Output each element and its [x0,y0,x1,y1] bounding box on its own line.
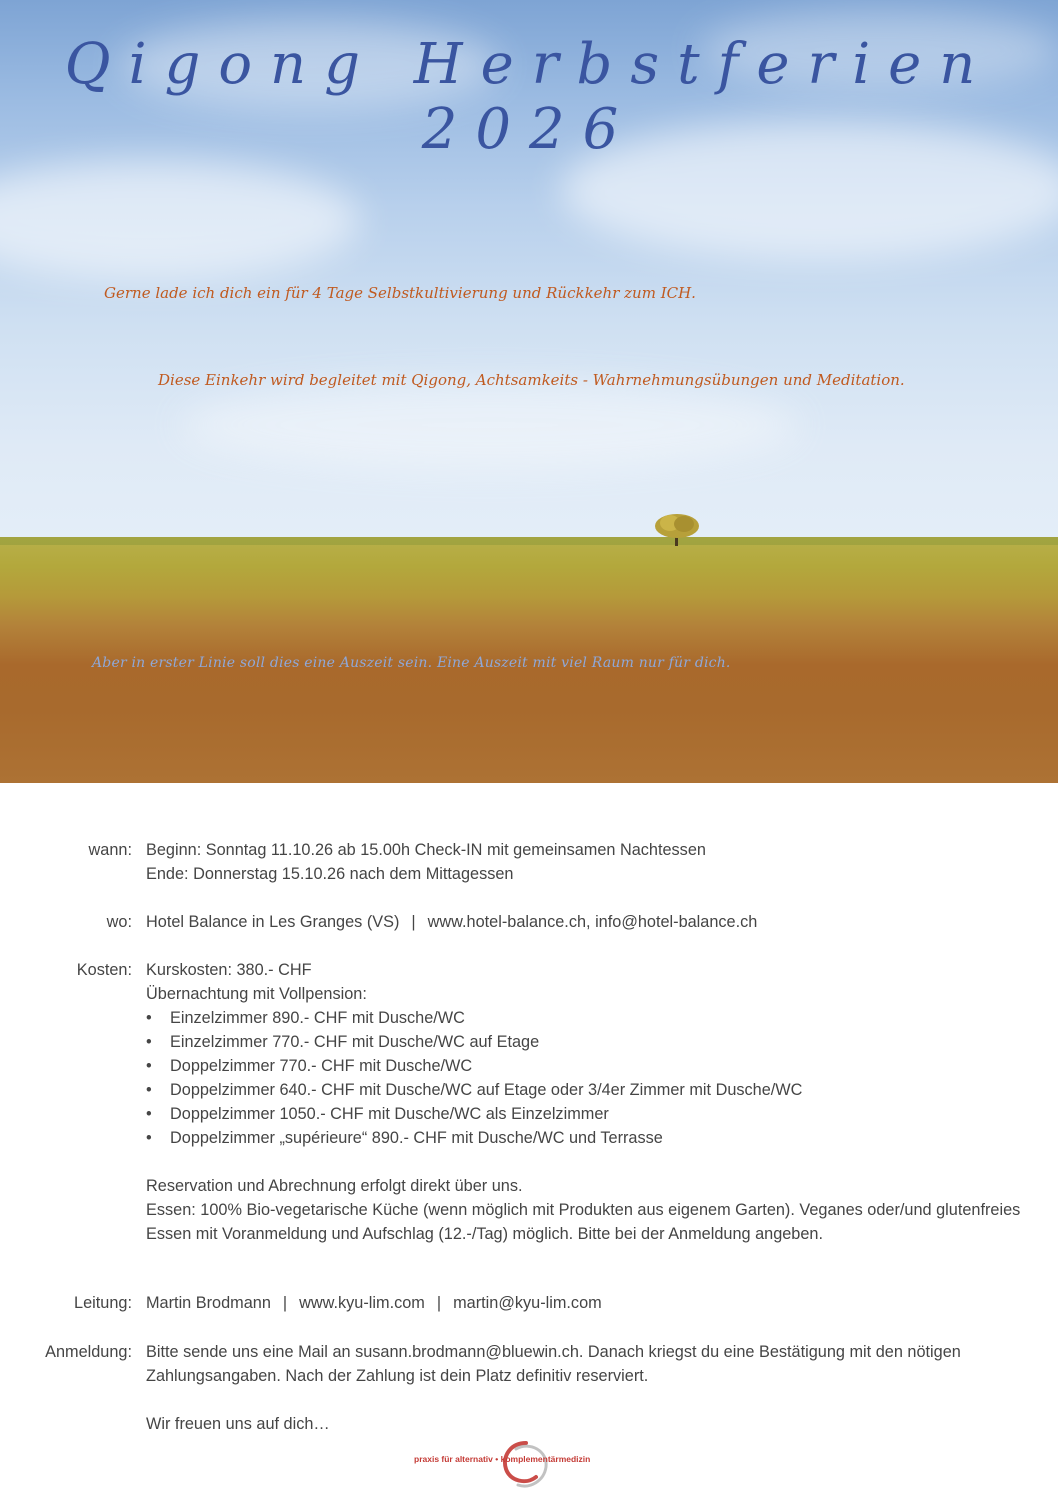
value-leitung [146,1291,1026,1315]
list-item: • Doppelzimmer „supérieure“ 890.- CHF mit Dusche/WC und Terrasse [146,1126,1026,1150]
leader-website[interactable]: www.kyu-lim.com [299,1294,425,1312]
food-note: Essen: 100% Bio-vegetarische Küche (wenn möglich mit Produkten aus eigenem Garten). Veganes oder/und glutenfreies Essen mit Voranmeldung und Aufschlag (12.-/Tag) möglich. Bitte bei der Anmeldung angeben. [146,1201,1021,1243]
closing-line: Wir freuen uns auf dich… [146,1415,330,1433]
intro-line-1: Gerne lade ich dich ein für 4 Tage Selbstkultivierung und Rückkehr zum ICH. [104,284,696,302]
label-wann: wann: [88,841,132,859]
logo-text: praxis für alternativ • komplementärmedizin [414,1454,591,1464]
label-leitung: Leitung: [74,1294,132,1312]
kurskosten: Kurskosten: 380.- CHF [146,961,312,979]
separator: | [436,1294,442,1312]
registration-text: Bitte sende uns eine Mail an susann.brodmann@bluewin.ch. Danach kriegst du eine Bestätigung mit den nötigen Zahlungsangaben. Nach der Zahlung ist dein Platz definitiv reserviert. [146,1343,961,1385]
uebernachtung-heading: Übernachtung mit Vollpension: [146,985,367,1003]
list-item: • Doppelzimmer 1050.- CHF mit Dusche/WC als Einzelzimmer [146,1102,1026,1126]
leader-email[interactable]: martin@kyu-lim.com [453,1294,602,1312]
label-anmeldung: Anmeldung: [45,1343,132,1361]
value-kosten [146,958,1026,1246]
hotel-name: Hotel Balance in Les Granges (VS) [146,913,400,931]
label-kosten: Kosten: [76,961,132,979]
leader-name: Martin Brodmann [146,1294,271,1312]
page-title: Qigong Herbstferien 2026 [64,32,994,162]
horizon-stripe [0,537,1058,545]
list-item: • Doppelzimmer 640.- CHF mit Dusche/WC auf Etage oder 3/4er Zimmer mit Dusche/WC [146,1078,1026,1102]
list-item: • Einzelzimmer 770.- CHF mit Dusche/WC auf Etage [146,1030,1026,1054]
intro-line-2: Diese Einkehr wird begleitet mit Qigong, Achtsamkeits - Wahrnehmungsübungen und Meditation. [158,371,905,389]
list-item: • Doppelzimmer 770.- CHF mit Dusche/WC [146,1054,1026,1078]
value-wo [146,910,1026,934]
value-wann [146,838,1026,886]
cloud [180,380,800,470]
list-item: • Einzelzimmer 890.- CHF mit Dusche/WC [146,1006,1026,1030]
room-list [146,1006,1026,1150]
wann-end: Ende: Donnerstag 15.10.26 nach dem Mittagessen [146,865,514,883]
reservation-note: Reservation und Abrechnung erfolgt direkt über uns. [146,1177,523,1195]
praxis-logo [410,1437,650,1493]
hotel-contact[interactable]: www.hotel-balance.ch, info@hotel-balance.ch [427,913,758,931]
field-quote: Aber in erster Linie soll dies eine Auszeit sein. Eine Auszeit mit viel Raum nur für dich. [92,655,731,671]
separator: | [411,913,416,931]
swirl-logo-icon [496,1437,556,1493]
value-anmeldung [146,1340,1026,1436]
label-wo: wo: [106,913,132,931]
wann-start: Beginn: Sonntag 11.10.26 ab 15.00h Check-IN mit gemeinsamen Nachtessen [146,841,706,859]
tree-icon [652,512,702,546]
separator: | [282,1294,288,1312]
